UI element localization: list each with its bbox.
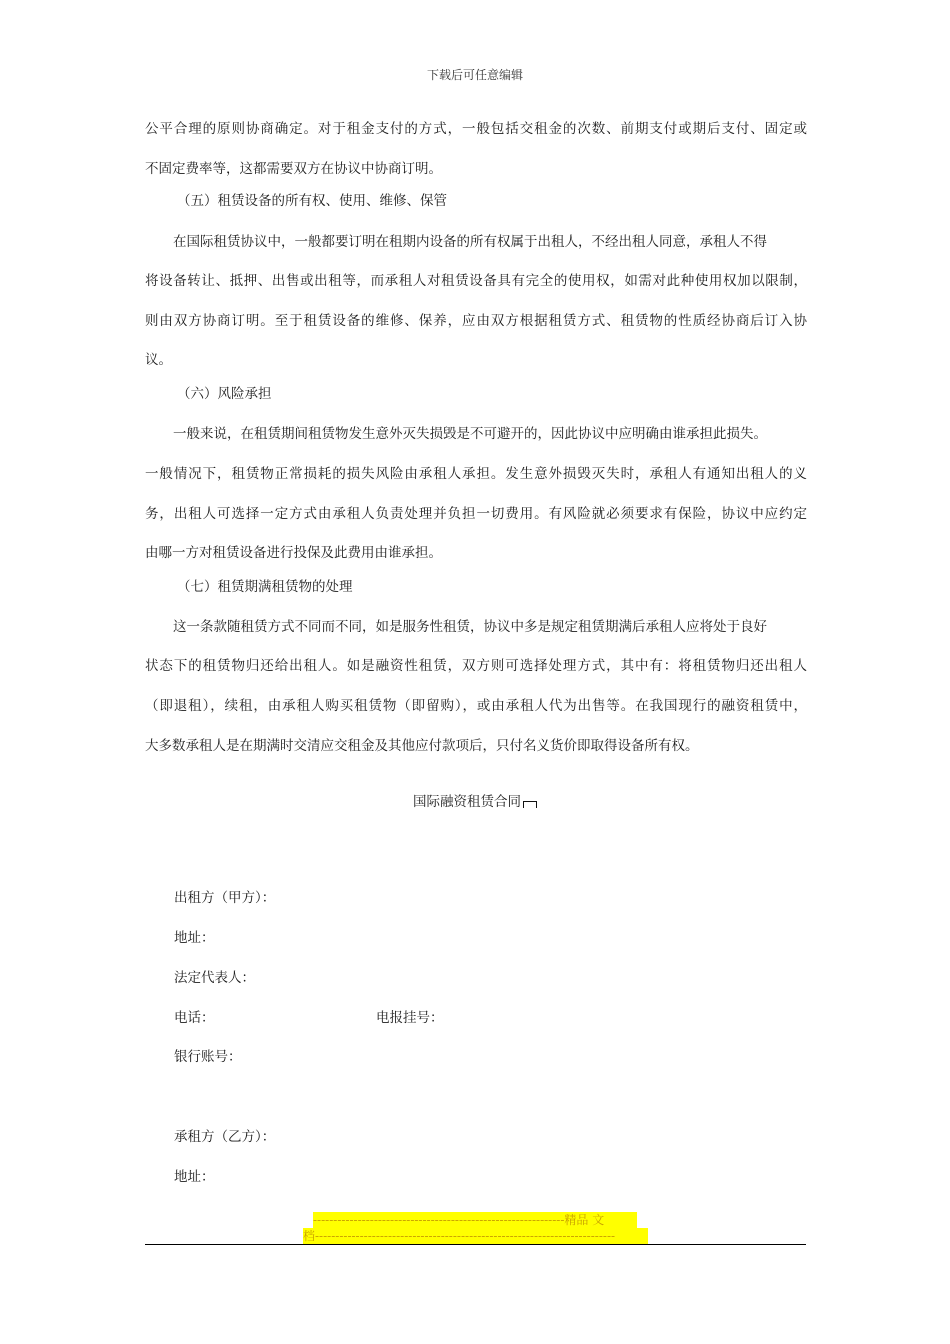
paragraph-line: 一般情况下，租赁物正常损耗的损失风险由承租人承担。发生意外损毁灭失时，承租人有通知出租人的义 — [145, 466, 807, 482]
footer-watermark-line-2: 档-------------------------------------------------------------------------- — [303, 1228, 648, 1244]
page-header: 下载后可任意编辑 — [426, 68, 523, 82]
paragraph-line: 则由双方协商订明。至于租赁设备的维修、保养，应由双方根据租赁方式、租赁物的性质经协商后订入协 — [145, 313, 807, 329]
footer-divider — [145, 1244, 806, 1245]
paragraph-line: 大多数承租人是在期满时交清应交租金及其他应付款项后，只付名义货价即取得设备所有权。 — [145, 738, 699, 754]
contract-title: 国际融资租赁合同 — [413, 794, 521, 810]
paragraph-line: 议。 — [145, 352, 172, 368]
bracket-mark-icon — [523, 801, 537, 808]
paragraph-line: 在国际租赁协议中，一般都要订明在租期内设备的所有权属于出租人，不经出租人同意，承租人不得 — [173, 234, 767, 250]
contract-title-row — [0, 792, 950, 812]
section-heading-5: （五）租赁设备的所有权、使用、维修、保管 — [177, 193, 447, 209]
lessee-label: 承租方（乙方）： — [174, 1129, 276, 1145]
lessor-address-label: 地址： — [174, 930, 215, 946]
paragraph-line: 一般来说，在租赁期间租赁物发生意外灭失损毁是不可避开的，因此协议中应明确由谁承担此损失。 — [173, 426, 767, 442]
lessor-label: 出租方（甲方）： — [174, 890, 276, 906]
section-heading-7: （七）租赁期满租赁物的处理 — [177, 579, 353, 595]
paragraph-line: 不固定费率等，这都需要双方在协议中协商订明。 — [145, 161, 442, 177]
paragraph-line: （即退租），续租，由承租人购买租赁物（即留购），或由承租人代为出售等。在我国现行的融资租赁中， — [145, 698, 807, 714]
paragraph-line: 由哪一方对租赁设备进行投保及此费用由谁承担。 — [145, 545, 442, 561]
paragraph-line: 公平合理的原则协商确定。对于租金支付的方式，一般包括交租金的次数、前期支付或期后支付、固定或 — [145, 121, 807, 137]
paragraph-line: 将设备转让、抵押、出售或出租等，而承租人对租赁设备具有完全的使用权，如需对此种使用权加以限制， — [145, 273, 807, 289]
paragraph-line: 这一条款随租赁方式不同而不同，如是服务性租赁，协议中多是规定租赁期满后承租人应将处于良好 — [173, 619, 767, 635]
bank-account-label: 银行账号： — [174, 1049, 242, 1065]
legal-representative-label: 法定代表人： — [174, 970, 255, 986]
paragraph-line: 务，出租人可选择一定方式由承租人负责处理并负担一切费用。有风险就必须要求有保险，协议中应约定 — [145, 506, 807, 522]
section-heading-6: （六）风险承担 — [177, 386, 272, 402]
phone-label: 电话： — [174, 1010, 215, 1026]
telegraph-label: 电报挂号： — [376, 1010, 444, 1026]
lessee-address-label: 地址： — [174, 1169, 215, 1185]
paragraph-line: 状态下的租赁物归还给出租人。如是融资性租赁，双方则可选择处理方式，其中有：将租赁物归还出租人 — [145, 658, 807, 674]
footer-watermark-line-1: --------------------------------------------------------------精品 文 — [313, 1212, 637, 1228]
